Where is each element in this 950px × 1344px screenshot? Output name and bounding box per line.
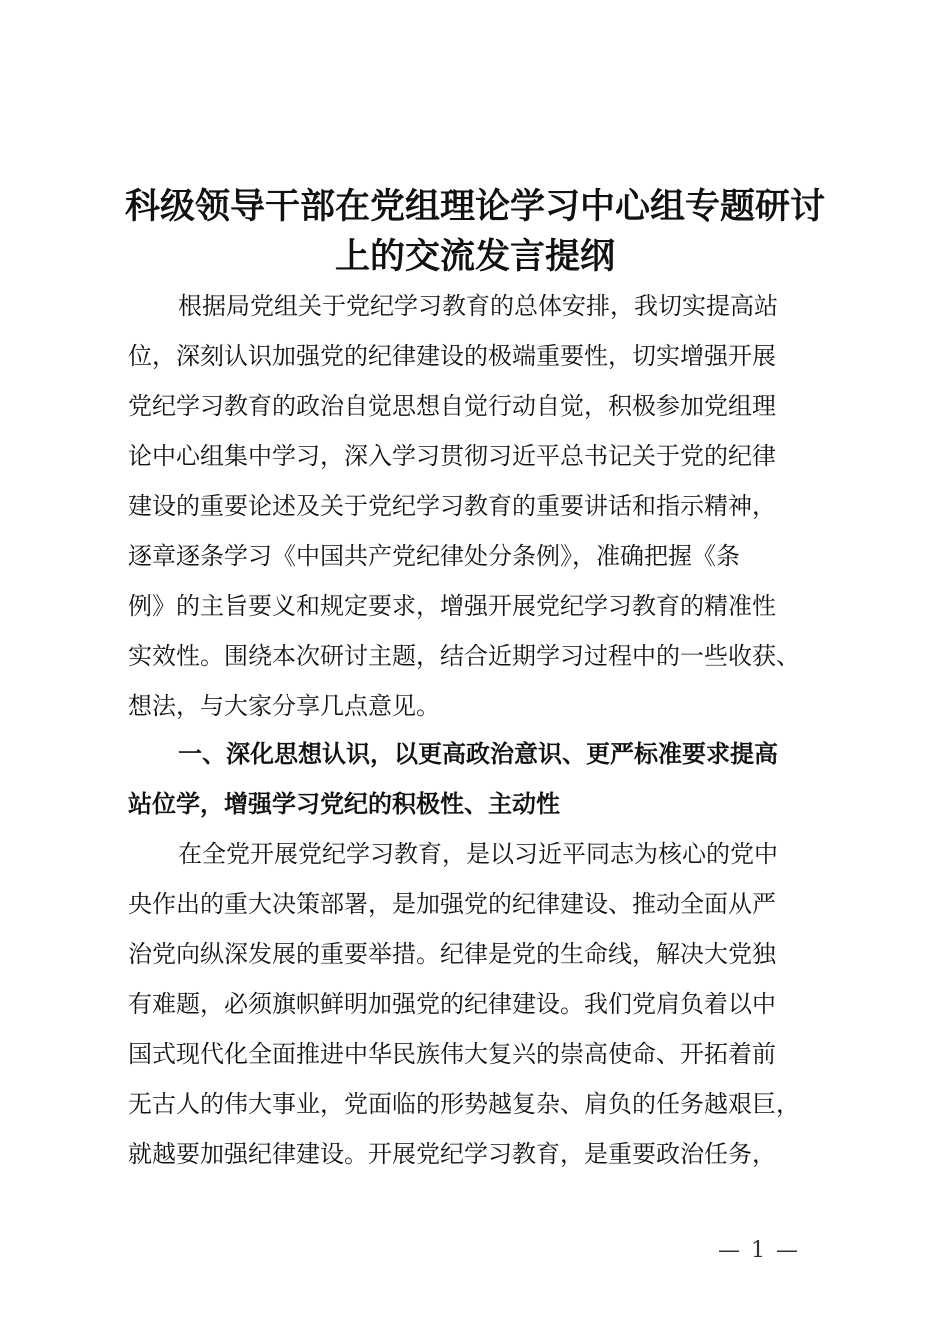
paragraph-line: 国式现代化全面推进中华民族伟大复兴的崇高使命、开拓着前 [128,1040,776,1068]
paragraph-line: 党纪学习教育的政治自觉思想自觉行动自觉，积极参加党组理 [128,392,776,420]
paragraph-line: 位，深刻认识加强党的纪律建设的极端重要性，切实增强开展 [128,342,776,370]
paragraph-line: 逐章逐条学习《中国共产党纪律处分条例》，准确把握《条 [128,542,740,570]
paragraph-1 [128,281,868,731]
paragraph-line: 想法，与大家分享几点意见。 [128,692,440,720]
paragraph-line: 建设的重要论述及关于党纪学习教育的重要讲话和指示精神， [128,492,776,520]
paragraph-line: 无古人的伟大事业，党面临的形势越复杂、肩负的任务越艰巨， [128,1090,800,1118]
paragraph-line: 央作出的重大决策部署，是加强党的纪律建设、推动全面从严 [128,890,776,918]
paragraph-line: 实效性。围绕本次研讨主题，结合近期学习过程中的一些收获、 [128,642,800,670]
paragraph-line: 根据局党组关于党纪学习教育的总体安排，我切实提高站 [178,292,778,320]
paragraph-line: 例》的主旨要义和规定要求，增强开展党纪学习教育的精准性 [128,592,776,620]
heading-line: 一、深化思想认识，以更高政治意识、更严标准要求提高 [178,740,778,768]
page-number: — 1 — [718,1238,800,1263]
section-heading-1 [128,729,868,829]
paragraph-line: 就越要加强纪律建设。开展党纪学习教育，是重要政治任务， [128,1140,776,1168]
paragraph-line: 在全党开展党纪学习教育，是以习近平同志为核心的党中 [178,840,778,868]
document-title-line-1: 科级领导干部在党组理论学习中心组专题研讨 [124,187,825,227]
document-title-line-2: 上的交流发言提纲 [334,237,615,277]
paragraph-line: 治党向纵深发展的重要举措。纪律是党的生命线，解决大党独 [128,940,776,968]
paragraph-line: 有难题，必须旗帜鲜明加强党的纪律建设。我们党肩负着以中 [128,990,776,1018]
paragraph-2 [128,829,868,1179]
paragraph-line: 论中心组集中学习，深入学习贯彻习近平总书记关于党的纪律 [128,442,776,470]
heading-line: 站位学，增强学习党纪的积极性、主动性 [128,790,560,818]
